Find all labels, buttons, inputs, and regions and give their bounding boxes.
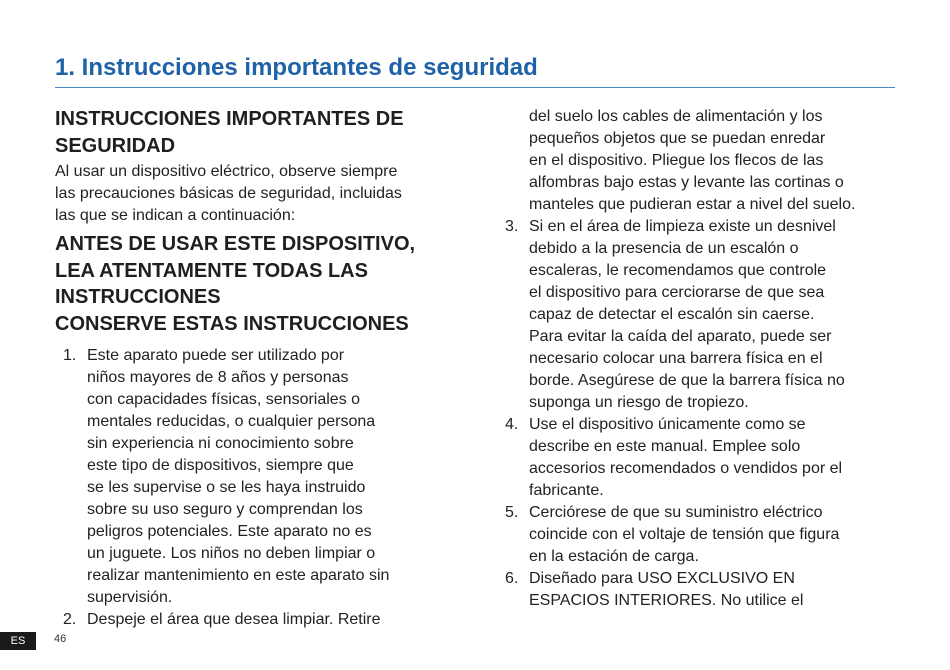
language-badge: ES — [0, 632, 36, 650]
list-item-text: Este aparato puede ser utilizado por niños mayores de 8 años y personas con capacidades físicas, sensoriales o mentales reducidas, o cualquier persona sin experiencia ni conocimiento sobre este tipo de dispositivos, siempre que se les supervise o se les haya instruido sobre su uso seguro y comprendan los peligros potenciales. Este aparato no es un juguete. Los niños no deben limpiar o realizar mantenimiento en este aparato sin supervisión. — [87, 347, 390, 606]
right-column — [505, 106, 900, 612]
list-item-text: Cerciórese de que su suministro eléctrico coincide con el voltaje de tensión que figura en la estación de carga. — [529, 504, 840, 565]
list-item-number: 4. — [505, 416, 519, 433]
list-item-number: 3. — [505, 218, 519, 235]
page-number: 46 — [54, 633, 67, 645]
list-item — [505, 216, 900, 414]
list-item-continuation: del suelo los cables de alimentación y los pequeños objetos que se puedan enredar en el dispositivo. Pliegue los flecos de las alfombras bajo estas y levante las cortinas o manteles que pudieran estar a nivel del suelo. — [529, 108, 856, 213]
page-title: 1. Instrucciones importantes de seguridad — [55, 54, 538, 81]
list-item — [505, 414, 900, 502]
list-item-text: Use el dispositivo únicamente como se describe en este manual. Emplee solo accesorios recomendados o vendidos por el fabricante. — [529, 416, 843, 499]
title-divider — [55, 87, 895, 88]
warning-heading: ANTES DE USAR ESTE DISPOSITIVO, LEA ATENTAMENTE TODAS LAS INSTRUCCIONES CONSERVE ESTAS INSTRUCCIONES — [55, 233, 416, 335]
list-item — [55, 609, 465, 631]
section-heading: INSTRUCCIONES IMPORTANTES DE SEGURIDAD — [55, 108, 404, 157]
list-item-number: 6. — [505, 570, 519, 587]
intro-paragraph: Al usar un dispositivo eléctrico, observe siempre las precauciones básicas de seguridad, incluidas las que se indican a continuación: — [55, 163, 402, 224]
list-item-text: Diseñado para USO EXCLUSIVO EN ESPACIOS INTERIORES. No utilice el — [529, 570, 804, 609]
list-item-number: 1. — [63, 347, 77, 364]
list-item-number: 5. — [505, 504, 519, 521]
list-item-text: Si en el área de limpieza existe un desnivel debido a la presencia de un escalón o escaleras, le recomendamos que controle el dispositivo para cerciorarse de que sea capaz de detectar el escalón sin caerse. Para evitar la caída del aparato, puede ser necesario colocar una barrera física en el borde. Asegúrese de que la barrera física no suponga un riesgo de tropiezo. — [529, 218, 845, 411]
list-item — [55, 345, 465, 609]
list-item — [505, 568, 900, 612]
list-item — [505, 502, 900, 568]
list-item-number: 2. — [63, 611, 77, 628]
list-item-text: Despeje el área que desea limpiar. Retire — [87, 611, 381, 628]
left-column — [55, 106, 465, 631]
instruction-list-left — [55, 345, 465, 631]
